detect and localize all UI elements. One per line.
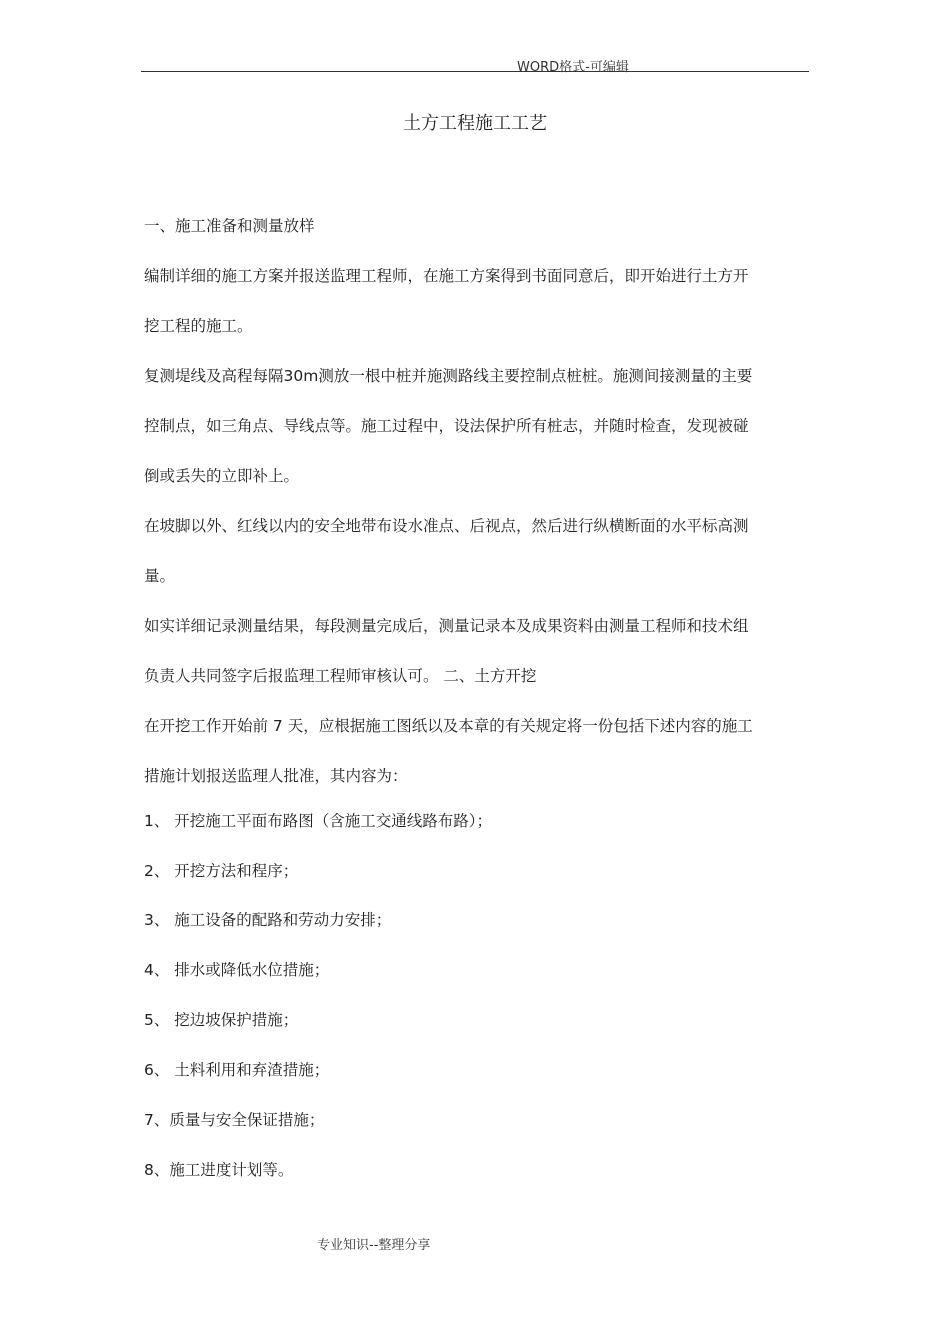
list-item: 8、施工进度计划等。	[144, 1161, 294, 1179]
paragraph-line: 控制点，如三角点、导线点等。施工过程中，设法保护所有桩志，并随时检查，发现被碰	[144, 417, 749, 435]
paragraph-line: 如实详细记录测量结果，每段测量完成后，测量记录本及成果资料由测量工程师和技术组	[144, 617, 749, 635]
paragraph-line: 负责人共同签字后报监理工程师审核认可。 二、土方开挖	[144, 667, 537, 685]
page-footer: 专业知识--整理分享	[317, 1238, 431, 1253]
paragraph-line: 倒或丢失的立即补上。	[144, 467, 300, 485]
list-item: 6、 土料利用和弃渣措施；	[144, 1061, 330, 1079]
list-item: 4、 排水或降低水位措施；	[144, 961, 330, 979]
paragraph-line: 挖工程的施工。	[144, 317, 253, 335]
list-item: 7、质量与安全保证措施；	[144, 1111, 325, 1129]
page-header: WORD格式-可编辑	[517, 60, 629, 75]
paragraph-line: 在坡脚以外、红线以内的安全地带布设水准点、后视点，然后进行纵横断面的水平标高测	[144, 517, 749, 535]
paragraph-line: 在开挖工作开始前 7 天，应根据施工图纸以及本章的有关规定将一份包括下述内容的施工	[144, 717, 753, 735]
document-title: 土方工程施工工艺	[403, 113, 547, 134]
list-item: 3、 施工设备的配路和劳动力安排；	[144, 911, 392, 929]
list-item: 2、 开挖方法和程序；	[144, 862, 299, 880]
paragraph-line: 复测堤线及高程每隔30m测放一根中桩并施测路线主要控制点桩桩。施测间接测量的主要	[144, 367, 753, 385]
paragraph-line: 措施计划报送监理人批准，其内容为：	[144, 767, 408, 785]
list-item: 1、 开挖施工平面布路图（含施工交通线路布路）；	[144, 812, 493, 830]
header-rule	[141, 71, 809, 72]
list-item: 5、 挖边坡保护措施；	[144, 1011, 299, 1029]
paragraph-line: 量。	[144, 567, 176, 585]
section-heading-preparation: 一、施工准备和测量放样	[144, 217, 315, 235]
paragraph-line: 编制详细的施工方案并报送监理工程师，在施工方案得到书面同意后，即开始进行土方开	[144, 267, 749, 285]
